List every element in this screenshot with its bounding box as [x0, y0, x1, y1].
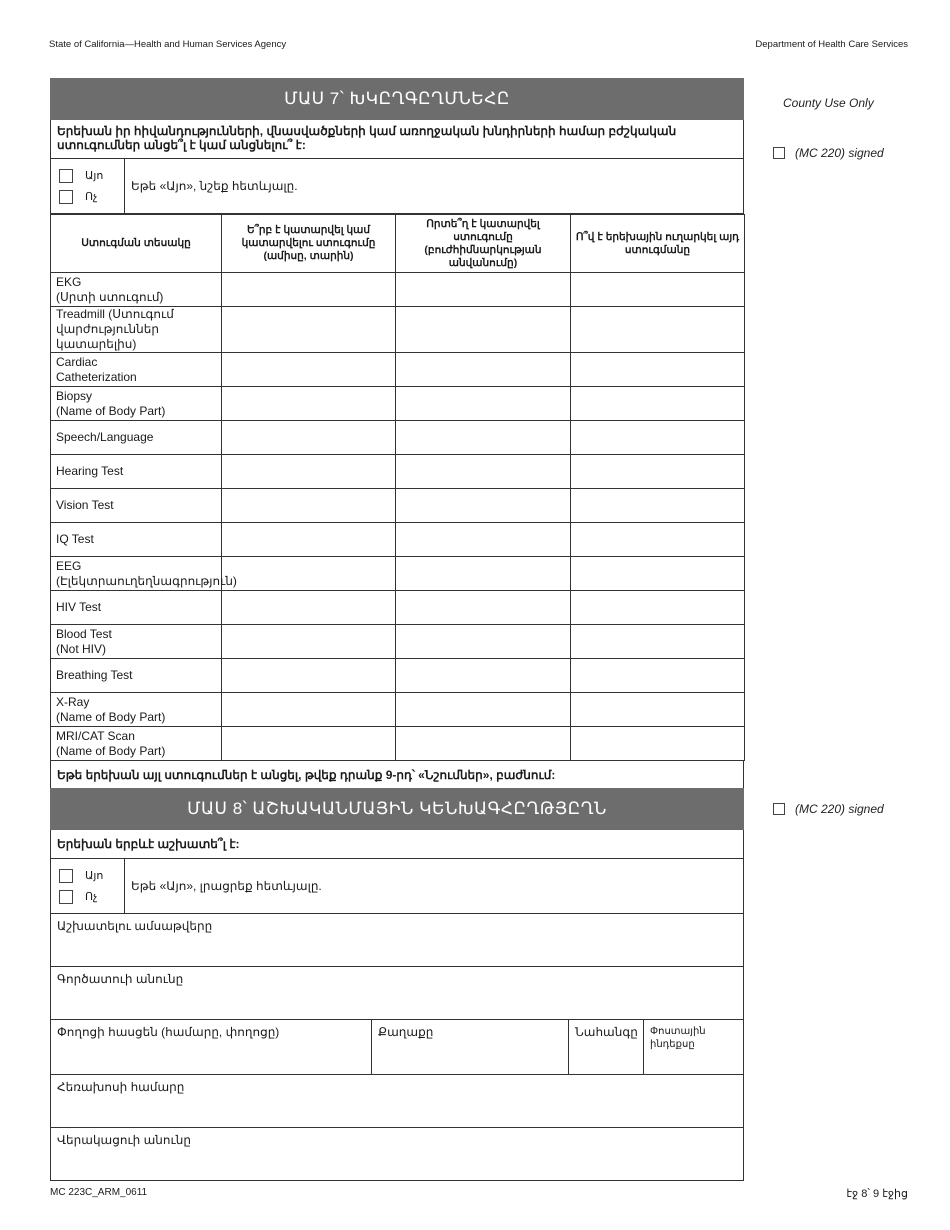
no-label: Ոչ: [85, 891, 98, 903]
where-cell[interactable]: [396, 693, 571, 727]
yes-no-options: [51, 159, 125, 213]
test-name: Biopsy: [56, 388, 93, 403]
no-checkbox[interactable]: [59, 190, 73, 204]
when-cell[interactable]: [222, 489, 396, 523]
city-field[interactable]: [372, 1020, 569, 1074]
test-name-cell: [51, 591, 222, 625]
mc220-label-2: (MC 220) signed: [795, 802, 884, 816]
page-number: էջ 8՝ 9 էջից: [846, 1188, 908, 1200]
test-name: Hearing Test: [56, 464, 124, 478]
mc220-signed-2: [773, 802, 884, 816]
mc220-checkbox-2[interactable]: [773, 803, 785, 815]
where-cell[interactable]: [396, 353, 571, 387]
referred-by-cell[interactable]: [571, 625, 745, 659]
phone-field[interactable]: [50, 1075, 744, 1128]
yes-instruction: Եթե «Այո», նշեք հետևյալը.: [131, 179, 298, 193]
test-name-detail: Catheterization: [56, 369, 137, 384]
table-row: [51, 557, 745, 591]
mc220-label-1: (MC 220) signed: [795, 146, 884, 160]
col-where: Որտե՞ղ է կատարվել ստուգումը (բուժհիմնարկության անվանումը): [396, 215, 571, 273]
section7-title: ՄԱՍ 7՝ ԽԿԸՂԳԸՂՄՆԵՀԸ: [50, 78, 744, 120]
test-name-cell: [51, 489, 222, 523]
table-row: [51, 307, 745, 353]
test-name-detail: (Name of Body Part): [56, 403, 166, 418]
referred-by-cell[interactable]: [571, 489, 745, 523]
yes-no-options: [51, 859, 125, 913]
yes-label: Այո: [85, 170, 104, 182]
tests-table: [50, 214, 745, 761]
tests-header-row: [51, 215, 745, 273]
department-header: Department of Health Care Services: [755, 39, 908, 50]
test-name-cell: [51, 307, 222, 353]
mc220-checkbox-1[interactable]: [773, 147, 785, 159]
where-cell[interactable]: [396, 307, 571, 353]
agency-header: State of California—Health and Human Services Agency: [49, 39, 287, 50]
when-cell[interactable]: [222, 625, 396, 659]
yes-checkbox[interactable]: [59, 869, 73, 883]
referred-by-cell[interactable]: [571, 557, 745, 591]
referred-by-cell[interactable]: [571, 659, 745, 693]
test-name: HIV Test: [56, 600, 102, 614]
yes-checkbox[interactable]: [59, 169, 73, 183]
no-label: Ոչ: [85, 191, 98, 203]
city-label: Քաղաքը: [378, 1025, 434, 1039]
where-cell[interactable]: [396, 273, 571, 307]
where-cell[interactable]: [396, 727, 571, 761]
test-name: EKG: [56, 274, 82, 289]
when-cell[interactable]: [222, 591, 396, 625]
when-cell[interactable]: [222, 353, 396, 387]
test-name-detail: վարժություններ կատարելիս): [56, 322, 159, 351]
state-field[interactable]: [569, 1020, 644, 1074]
table-row: [51, 591, 745, 625]
form-body: [50, 78, 744, 1181]
table-row: [51, 693, 745, 727]
test-name-detail: (Սրտի ստուգում): [56, 289, 164, 304]
work-dates-field[interactable]: [50, 914, 744, 967]
when-cell[interactable]: [222, 727, 396, 761]
where-cell[interactable]: [396, 523, 571, 557]
col-referred-by: Ո՞վ է երեխային ուղարկել այդ ստուգմանը: [571, 215, 745, 273]
zip-label: Փոստային ինդեքսը: [650, 1026, 706, 1050]
county-use-only: County Use Only: [783, 96, 874, 110]
test-name: Vision Test: [56, 498, 114, 512]
table-row: [51, 659, 745, 693]
test-name: IQ Test: [56, 532, 94, 546]
referred-by-cell[interactable]: [571, 727, 745, 761]
where-cell[interactable]: [396, 625, 571, 659]
table-row: [51, 421, 745, 455]
test-name-cell: [51, 455, 222, 489]
street-field[interactable]: [51, 1020, 372, 1074]
referred-by-cell[interactable]: [571, 591, 745, 625]
test-name: X-Ray: [56, 694, 90, 709]
test-name: EEG: [56, 558, 82, 573]
work-dates-label: Աշխատելու ամսաթվերը: [57, 919, 213, 933]
table-row: [51, 353, 745, 387]
table-row: [51, 455, 745, 489]
address-row: [50, 1020, 744, 1075]
when-cell[interactable]: [222, 557, 396, 591]
referred-by-cell[interactable]: [571, 307, 745, 353]
referred-by-cell[interactable]: [571, 523, 745, 557]
where-cell[interactable]: [396, 659, 571, 693]
where-cell[interactable]: [396, 421, 571, 455]
test-name: Cardiac: [56, 354, 98, 369]
test-name-cell: [51, 727, 222, 761]
section7-question: Երեխան իր հիվանդությունների, վնասվածքների կամ առողջական խնդիրների համար բժշկական ստուգումներ անցե՞լ է կամ անցնելու՞ է:: [50, 120, 744, 158]
test-name-detail: (Name of Body Part): [56, 709, 166, 724]
table-row: [51, 625, 745, 659]
referred-by-cell[interactable]: [571, 353, 745, 387]
form-id: MC 223C_ARM_0611: [50, 1187, 148, 1198]
referred-by-cell[interactable]: [571, 455, 745, 489]
where-cell[interactable]: [396, 591, 571, 625]
supervisor-label: Վերակացուի անունը: [57, 1133, 191, 1147]
test-name-detail: (Name of Body Part): [56, 743, 166, 758]
section8-title: ՄԱՍ 8՝ ԱՇԽԱԿԱՆՄԱՅԻՆ ԿԵՆԽԱԳՀԸՂԹՅԸՂՆ: [50, 788, 744, 830]
table-row: [51, 489, 745, 523]
test-name: Speech/Language: [56, 430, 154, 444]
where-cell[interactable]: [396, 455, 571, 489]
test-name-cell: [51, 693, 222, 727]
supervisor-field[interactable]: [50, 1128, 744, 1181]
zip-field[interactable]: [644, 1020, 743, 1074]
employer-label: Գործատուի անունը: [57, 972, 184, 986]
mc220-signed-1: [773, 146, 884, 160]
referred-by-cell[interactable]: [571, 273, 745, 307]
where-cell[interactable]: [396, 557, 571, 591]
referred-by-cell[interactable]: [571, 387, 745, 421]
section8-yes-no: [50, 858, 744, 914]
no-checkbox[interactable]: [59, 890, 73, 904]
test-name-cell: [51, 273, 222, 307]
test-name-cell: [51, 387, 222, 421]
street-label: Փողոցի հասցեն (համարը, փողոցը): [57, 1025, 280, 1039]
yes-instruction: Եթե «Այո», լրացրեք հետևյալը.: [131, 879, 322, 893]
table-row: [51, 727, 745, 761]
employer-field[interactable]: [50, 967, 744, 1020]
section7-yes-no: [50, 158, 744, 214]
test-name: Breathing Test: [56, 668, 133, 682]
when-cell[interactable]: [222, 659, 396, 693]
test-name-cell: [51, 353, 222, 387]
table-row: [51, 387, 745, 421]
test-name-cell: [51, 523, 222, 557]
when-cell[interactable]: [222, 421, 396, 455]
test-name-cell: [51, 659, 222, 693]
when-cell[interactable]: [222, 273, 396, 307]
where-cell[interactable]: [396, 387, 571, 421]
section7-notes: Եթե երեխան այլ ստուգումներ է անցել, թվեք դրանք 9-րդ՝ «Նշումներ», բաժնում:: [50, 761, 744, 788]
referred-by-cell[interactable]: [571, 693, 745, 727]
test-name: MRI/CAT Scan: [56, 728, 135, 743]
test-name-cell: [51, 421, 222, 455]
when-cell[interactable]: [222, 307, 396, 353]
state-label: Նահանգը: [575, 1025, 638, 1039]
col-test-type: Ստուգման տեսակը: [51, 215, 222, 273]
where-cell[interactable]: [396, 489, 571, 523]
test-name-cell: [51, 557, 237, 591]
table-row: [51, 273, 745, 307]
col-when: Ե՞րբ է կատարվել կամ կատարվելու ստուգումը (ամիսը, տարին): [222, 215, 396, 273]
when-cell[interactable]: [222, 387, 396, 421]
when-cell[interactable]: [222, 523, 396, 557]
when-cell[interactable]: [222, 693, 396, 727]
when-cell[interactable]: [222, 455, 396, 489]
test-name: Treadmill (Ստուգում: [56, 307, 174, 321]
yes-label: Այո: [85, 870, 104, 882]
phone-label: Հեռախոսի համարը: [57, 1080, 185, 1094]
test-name: Blood Test: [56, 626, 112, 641]
test-name-detail: (Not HIV): [56, 641, 107, 656]
referred-by-cell[interactable]: [571, 421, 745, 455]
test-name-detail: (Էլեկտրաուղեղնագրություն): [56, 573, 237, 588]
table-row: [51, 523, 745, 557]
section8-question: Երեխան երբևէ աշխատե՞լ է:: [50, 830, 744, 858]
test-name-cell: [51, 625, 222, 659]
